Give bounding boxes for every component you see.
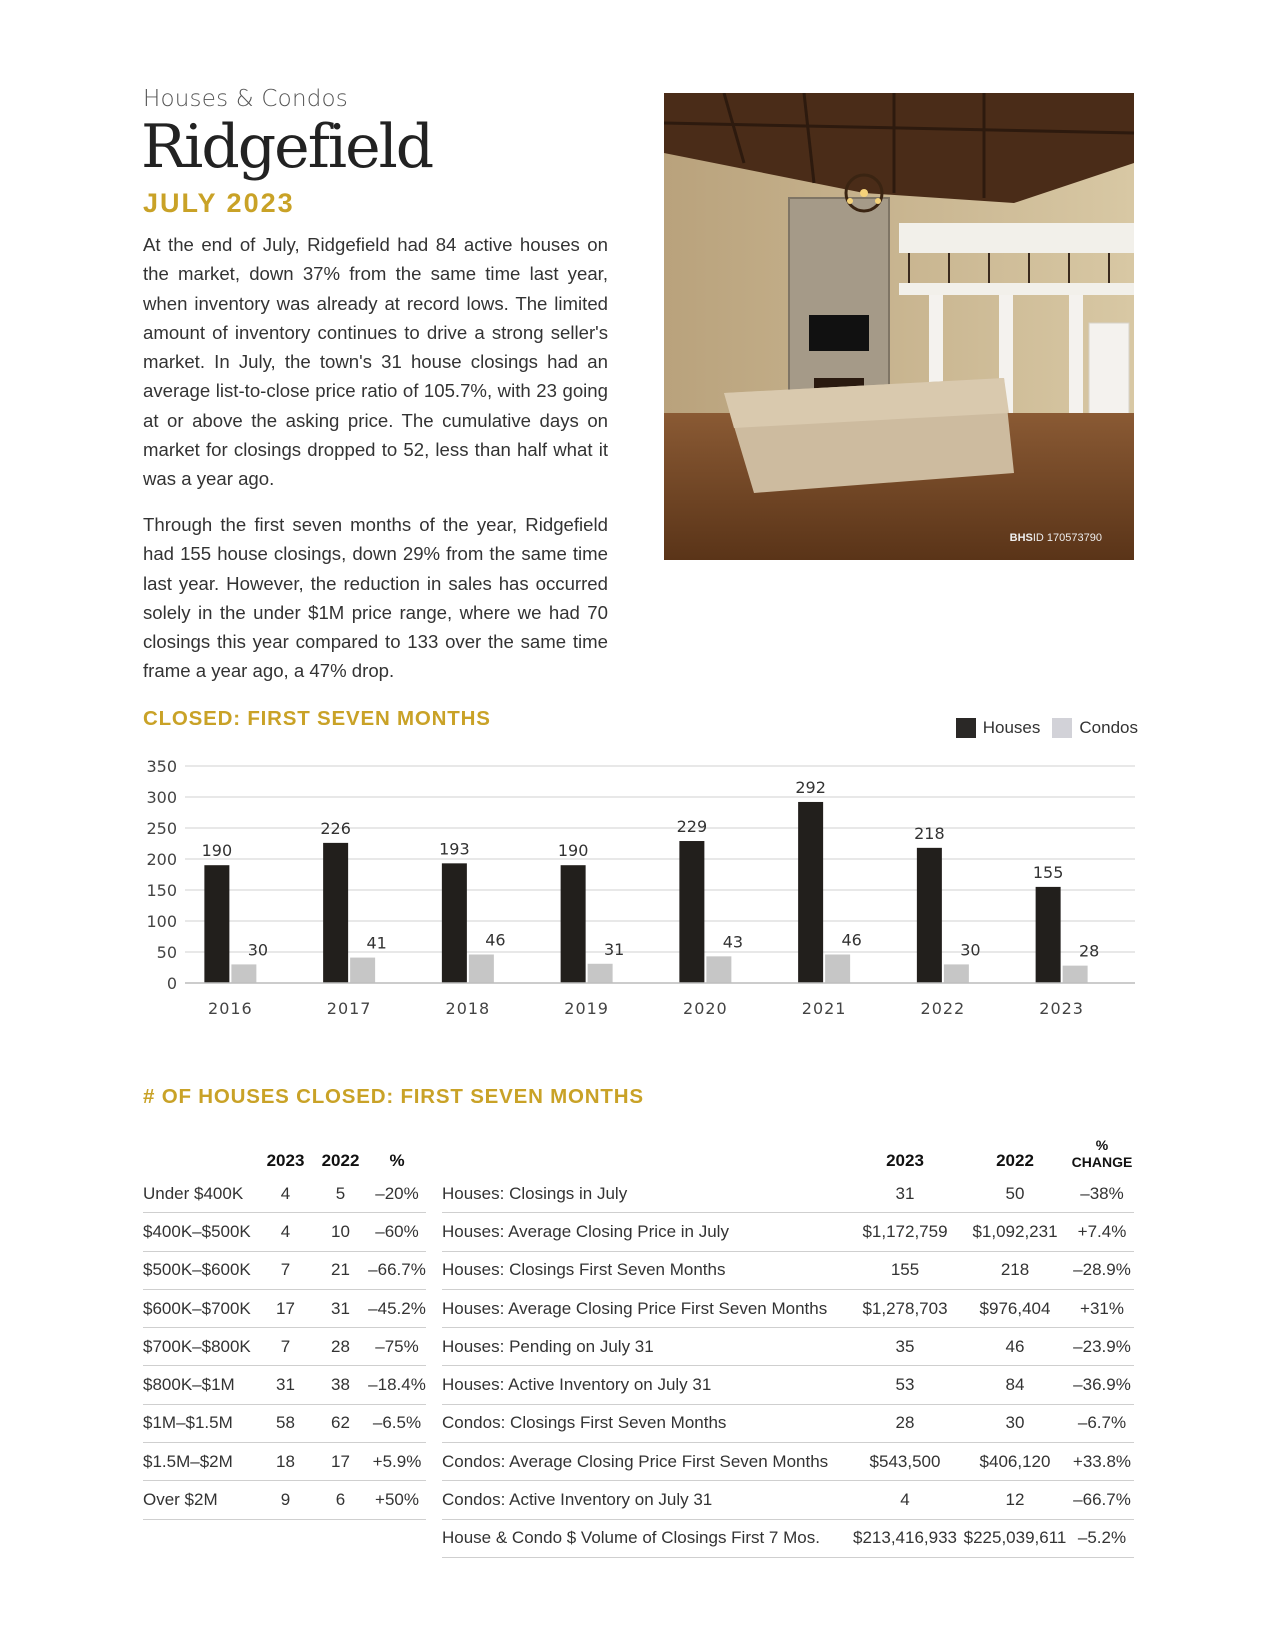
price-range-2023: 17 xyxy=(258,1289,313,1327)
data-label-condos: 43 xyxy=(722,932,744,952)
price-range-2023: 7 xyxy=(258,1328,313,1366)
x-tick-label: 2016 xyxy=(208,999,253,1018)
price-range-2022: 17 xyxy=(313,1443,368,1481)
market-stats-2022: 12 xyxy=(960,1481,1070,1519)
market-stats-row xyxy=(442,1213,1134,1251)
price-range-label: $600K–$700K xyxy=(143,1289,258,1327)
price-range-2022: 10 xyxy=(313,1213,368,1251)
chart-x-axis xyxy=(185,983,1135,1018)
price-range-header-2022: 2022 xyxy=(321,1151,360,1170)
market-stats-2023: $543,500 xyxy=(850,1443,960,1481)
market-stats-2023: 53 xyxy=(850,1366,960,1404)
chart-section-title: CLOSED: FIRST SEVEN MONTHS xyxy=(143,707,491,730)
price-range-header-label xyxy=(143,1132,258,1175)
market-stats-label: Houses: Closings First Seven Months xyxy=(442,1251,850,1289)
market-stats-pct-change: –5.2% xyxy=(1070,1519,1134,1557)
data-label-houses: 193 xyxy=(439,839,470,859)
y-tick-label: 150 xyxy=(146,881,177,900)
x-tick-label: 2023 xyxy=(1039,999,1084,1018)
price-range-2022: 31 xyxy=(313,1289,368,1327)
market-stats-label: Houses: Closings in July xyxy=(442,1175,850,1213)
bar-condos xyxy=(350,958,375,983)
price-range-2023: 18 xyxy=(258,1443,313,1481)
price-range-2023: 31 xyxy=(258,1366,313,1404)
summary-paragraph-1: At the end of July, Ridgefield had 84 active houses on the market, down 37% from the same time last year, when inventory was already at record lows. The limited amount of inventory continues to drive a strong seller's market. In July, the town's 31 house closings had an average list-to-close price ratio of 105.7%, with 23 going at or above the asking price. The cumulative days on market for closings dropped to 52, less than half what it was a year ago. xyxy=(143,234,608,490)
price-range-table xyxy=(143,1132,426,1520)
price-range-table-body xyxy=(143,1175,426,1519)
price-range-2022: 38 xyxy=(313,1366,368,1404)
price-range-row xyxy=(143,1366,426,1404)
market-stats-row xyxy=(442,1404,1134,1442)
bar-condos xyxy=(706,956,731,983)
chart-legend xyxy=(944,718,1138,738)
price-range-2022: 62 xyxy=(313,1404,368,1442)
market-stats-label: Condos: Average Closing Price First Seven Months xyxy=(442,1443,850,1481)
report-subtitle: Houses & Condos xyxy=(143,86,348,112)
legend-item-condos xyxy=(1052,718,1138,738)
market-stats-table-header xyxy=(442,1118,1134,1175)
y-tick-label: 200 xyxy=(146,850,177,869)
x-tick-label: 2018 xyxy=(445,999,491,1018)
price-range-label: $700K–$800K xyxy=(143,1328,258,1366)
chart-y-axis xyxy=(146,757,177,993)
data-label-condos: 41 xyxy=(366,933,387,953)
photo-id-number: ID 170573790 xyxy=(1032,532,1102,544)
x-tick-label: 2020 xyxy=(683,999,728,1018)
price-range-2023: 58 xyxy=(258,1404,313,1442)
market-stats-2022: 50 xyxy=(960,1175,1070,1213)
data-label-houses: 226 xyxy=(320,818,351,838)
closings-bar-chart xyxy=(135,750,1135,1020)
price-range-row xyxy=(143,1481,426,1519)
summary-paragraph-2: Through the first seven months of the year, Ridgefield had 155 house closings, down 29% from the same time last year. However, the reduction in sales has occurred solely in the under $1M price range, where we had 70 closings this year compared to 133 over the same time frame a year ago, a 47% drop. xyxy=(143,514,608,682)
market-stats-2023: 28 xyxy=(850,1404,960,1442)
price-range-pct: –6.5% xyxy=(368,1404,426,1442)
price-range-2022: 28 xyxy=(313,1328,368,1366)
price-range-pct: –20% xyxy=(368,1175,426,1213)
price-range-2023: 4 xyxy=(258,1213,313,1251)
market-stats-row xyxy=(442,1328,1134,1366)
market-stats-pct-change: +31% xyxy=(1070,1289,1134,1327)
bar-houses xyxy=(798,802,823,983)
market-stats-label: Houses: Active Inventory on July 31 xyxy=(442,1366,850,1404)
bar-condos xyxy=(1063,966,1088,983)
y-tick-label: 350 xyxy=(146,757,177,776)
interior-photo-illustration xyxy=(664,93,1134,560)
y-tick-label: 50 xyxy=(156,943,177,962)
data-label-houses: 190 xyxy=(557,841,589,861)
data-label-houses: 292 xyxy=(795,777,826,797)
data-label-condos: 28 xyxy=(1078,941,1100,961)
price-range-pct: –66.7% xyxy=(368,1251,426,1289)
market-stats-pct-change: +7.4% xyxy=(1070,1213,1134,1251)
market-stats-table xyxy=(442,1118,1134,1558)
data-label-houses: 229 xyxy=(676,817,708,837)
y-tick-label: 100 xyxy=(146,912,177,931)
market-stats-2022: $406,120 xyxy=(960,1443,1070,1481)
x-tick-label: 2017 xyxy=(326,999,372,1018)
market-stats-row xyxy=(442,1251,1134,1289)
bar-houses xyxy=(204,865,229,983)
market-stats-header-label xyxy=(442,1118,850,1175)
bar-houses xyxy=(561,865,586,983)
legend-label-condos: Condos xyxy=(1079,718,1138,737)
price-range-row xyxy=(143,1213,426,1251)
photo-id-prefix: BHS xyxy=(1009,532,1033,544)
bar-condos xyxy=(469,954,494,983)
photo-id-caption xyxy=(1010,532,1102,544)
bar-houses xyxy=(1036,887,1061,983)
price-range-pct: +50% xyxy=(368,1481,426,1519)
data-label-houses: 190 xyxy=(201,841,233,861)
price-range-pct: +5.9% xyxy=(368,1443,426,1481)
data-label-condos: 30 xyxy=(960,940,981,960)
bar-houses xyxy=(323,843,348,983)
market-stats-2022: 46 xyxy=(960,1328,1070,1366)
price-range-label: $1M–$1.5M xyxy=(143,1404,258,1442)
data-label-condos: 46 xyxy=(841,930,862,950)
x-tick-label: 2019 xyxy=(564,999,609,1018)
market-stats-label: House & Condo $ Volume of Closings First 7 Mos. xyxy=(442,1519,850,1557)
legend-swatch-condos xyxy=(1052,718,1072,738)
market-stats-2023: 155 xyxy=(850,1251,960,1289)
market-stats-row xyxy=(442,1519,1134,1557)
price-range-row xyxy=(143,1251,426,1289)
bar-houses xyxy=(442,863,467,983)
price-range-pct: –18.4% xyxy=(368,1366,426,1404)
y-tick-label: 300 xyxy=(146,788,177,807)
market-stats-label: Condos: Closings First Seven Months xyxy=(442,1404,850,1442)
bar-condos xyxy=(944,964,969,983)
data-label-houses: 155 xyxy=(1032,862,1064,882)
x-tick-label: 2022 xyxy=(920,999,966,1018)
market-stats-pct-change: –66.7% xyxy=(1070,1481,1134,1519)
price-range-row xyxy=(143,1289,426,1327)
market-stats-2022: 84 xyxy=(960,1366,1070,1404)
price-range-2022: 21 xyxy=(313,1251,368,1289)
market-stats-pct-change: –38% xyxy=(1070,1175,1134,1213)
market-stats-row xyxy=(442,1481,1134,1519)
market-stats-row xyxy=(442,1289,1134,1327)
price-range-pct: –60% xyxy=(368,1213,426,1251)
price-range-2022: 6 xyxy=(313,1481,368,1519)
market-stats-2023: 35 xyxy=(850,1328,960,1366)
price-range-row xyxy=(143,1175,426,1213)
market-stats-2022: $225,039,611 xyxy=(960,1519,1070,1557)
price-range-2023: 4 xyxy=(258,1175,313,1213)
price-range-header-2023: 2023 xyxy=(266,1151,305,1170)
data-label-condos: 31 xyxy=(603,939,625,959)
bar-condos xyxy=(825,954,850,983)
market-stats-2022: $976,404 xyxy=(960,1289,1070,1327)
price-range-header-pct: % xyxy=(389,1151,405,1170)
data-label-houses: 218 xyxy=(914,823,945,843)
bar-condos xyxy=(588,964,613,983)
market-stats-2023: $1,278,703 xyxy=(850,1289,960,1327)
market-stats-label: Houses: Average Closing Price in July xyxy=(442,1213,850,1251)
price-range-2023: 9 xyxy=(258,1481,313,1519)
town-title: Ridgefield xyxy=(141,112,433,182)
price-range-label: $800K–$1M xyxy=(143,1366,258,1404)
bar-condos xyxy=(231,964,256,983)
market-stats-row xyxy=(442,1443,1134,1481)
market-stats-2023: $1,172,759 xyxy=(850,1213,960,1251)
market-stats-pct-change: –36.9% xyxy=(1070,1366,1134,1404)
x-tick-label: 2021 xyxy=(801,999,847,1018)
price-range-label: $400K–$500K xyxy=(143,1213,258,1251)
y-tick-label: 0 xyxy=(166,974,177,993)
bar-houses xyxy=(917,848,942,983)
market-stats-header-2023: 2023 xyxy=(886,1151,924,1170)
price-range-label: $1.5M–$2M xyxy=(143,1443,258,1481)
market-stats-pct-change: –23.9% xyxy=(1070,1328,1134,1366)
market-stats-table-body xyxy=(442,1175,1134,1557)
price-range-pct: –75% xyxy=(368,1328,426,1366)
price-range-2023: 7 xyxy=(258,1251,313,1289)
market-stats-pct-change: –28.9% xyxy=(1070,1251,1134,1289)
change-word: CHANGE xyxy=(1071,1154,1133,1170)
market-stats-2023: 31 xyxy=(850,1175,960,1213)
report-period: JULY 2023 xyxy=(143,188,295,218)
y-tick-label: 250 xyxy=(146,819,177,838)
price-range-label: Over $2M xyxy=(143,1481,258,1519)
price-range-table-header xyxy=(143,1132,426,1175)
interior-photo xyxy=(664,93,1134,560)
price-range-label: Under $400K xyxy=(143,1175,258,1213)
bar-houses xyxy=(679,841,704,983)
market-stats-2022: 30 xyxy=(960,1404,1070,1442)
table-section-title: # OF HOUSES CLOSED: FIRST SEVEN MONTHS xyxy=(143,1085,644,1108)
market-stats-pct-change: +33.8% xyxy=(1070,1443,1134,1481)
market-stats-label: Houses: Average Closing Price First Seven Months xyxy=(442,1289,850,1327)
market-stats-2023: 4 xyxy=(850,1481,960,1519)
market-stats-header-2022: 2022 xyxy=(996,1151,1034,1170)
data-label-condos: 30 xyxy=(247,940,269,960)
price-range-row xyxy=(143,1404,426,1442)
market-stats-2023: $213,416,933 xyxy=(850,1519,960,1557)
price-range-pct: –45.2% xyxy=(368,1289,426,1327)
pct-symbol: % xyxy=(1095,1137,1109,1153)
legend-swatch-houses xyxy=(956,718,976,738)
data-label-condos: 46 xyxy=(485,930,506,950)
market-stats-2022: 218 xyxy=(960,1251,1070,1289)
market-stats-label: Condos: Active Inventory on July 31 xyxy=(442,1481,850,1519)
legend-item-houses xyxy=(956,718,1041,738)
market-stats-pct-change: –6.7% xyxy=(1070,1404,1134,1442)
price-range-row xyxy=(143,1443,426,1481)
legend-label-houses: Houses xyxy=(982,718,1041,737)
price-range-2022: 5 xyxy=(313,1175,368,1213)
price-range-row xyxy=(143,1328,426,1366)
market-stats-row xyxy=(442,1366,1134,1404)
market-stats-row xyxy=(442,1175,1134,1213)
market-stats-header-pct-change xyxy=(1070,1118,1134,1175)
price-range-label: $500K–$600K xyxy=(143,1251,258,1289)
market-stats-2022: $1,092,231 xyxy=(960,1213,1070,1251)
market-stats-label: Houses: Pending on July 31 xyxy=(442,1328,850,1366)
